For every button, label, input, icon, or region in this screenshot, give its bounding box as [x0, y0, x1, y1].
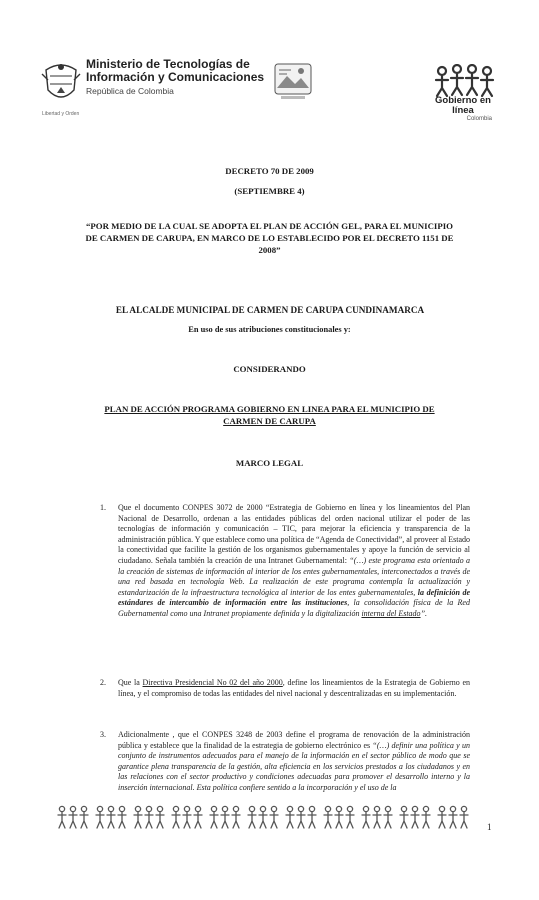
footer-figure-head	[423, 806, 428, 811]
seal-caption: Libertad y Orden	[42, 111, 80, 117]
footer-figure-head	[249, 806, 254, 811]
footer-figure-head	[450, 806, 455, 811]
footer-figure-body	[221, 812, 229, 828]
footer-figure-head	[309, 806, 314, 811]
footer-figure-head	[374, 806, 379, 811]
footer-figure-body	[69, 812, 77, 828]
footer-figure-head	[439, 806, 444, 811]
footer-figure-head	[363, 806, 368, 811]
list-item	[118, 678, 470, 699]
ministry-name	[86, 58, 264, 96]
footer-figure-body	[362, 812, 370, 828]
footer-figure-body	[438, 812, 446, 828]
footer-figure-body	[194, 812, 202, 828]
item-underlined-quote: interna del Estado	[361, 608, 421, 618]
footer-figure-head	[325, 806, 330, 811]
attributions-line: En uso de sus atribuciones constitucionales y:	[188, 325, 351, 334]
footer-figure-head	[70, 806, 75, 811]
ministry-line-2: Información y Comunicaciones	[86, 70, 265, 84]
item-number: 3.	[100, 730, 106, 739]
document-header	[0, 0, 539, 122]
footer-figure-head	[211, 806, 216, 811]
footer-figure-body	[324, 812, 332, 828]
footer-figure-body	[460, 812, 468, 828]
page-number: 1	[487, 822, 492, 832]
municipal-seal-icon	[273, 62, 313, 102]
footer-figure-body	[346, 812, 354, 828]
footer-figure-head	[195, 806, 200, 811]
footer-figure-head	[146, 806, 151, 811]
footer-figure-body	[210, 812, 218, 828]
footer-figure-body	[156, 812, 164, 828]
footer-figure-body	[96, 812, 104, 828]
footer-figure-body	[384, 812, 392, 828]
gobierno-en-linea-logo	[428, 96, 498, 122]
footer-figure-head	[298, 806, 303, 811]
footer-figure-head	[347, 806, 352, 811]
footer-figure-head	[157, 806, 162, 811]
footer-figure-body	[232, 812, 240, 828]
footer-figure-body	[259, 812, 267, 828]
footer-figure-head	[97, 806, 102, 811]
ministry-line-1: Ministerio de Tecnologías de	[86, 57, 250, 71]
footer-figure-body	[248, 812, 256, 828]
footer-figure-body	[422, 812, 430, 828]
item-text: Que la	[118, 678, 143, 687]
footer-figure-head	[233, 806, 238, 811]
colombia-coat-of-arms-icon	[40, 60, 82, 108]
footer-figure-body	[134, 812, 142, 828]
footer-figure-head	[173, 806, 178, 811]
mayor-heading: EL ALCALDE MUNICIPAL DE CARMEN DE CARUPA CUNDINAMARCA	[115, 305, 425, 315]
gobierno-title: Gobierno en línea	[435, 95, 491, 116]
footer-figure-body	[297, 812, 305, 828]
gobierno-en-linea-people-icon	[432, 64, 496, 98]
footer-figure-head	[81, 806, 86, 811]
footer-figure-body	[270, 812, 278, 828]
footer-figure-body	[107, 812, 115, 828]
footer-figure-body	[172, 812, 180, 828]
item-text: , define los lineamientos de la Estrategia de Gobierno en línea, y el compromiso de todas las entidades del nivel nacional y descentralizadas en su implementación.	[118, 678, 470, 698]
decree-number: DECRETO 70 DE 2009	[225, 166, 314, 176]
footer-figure-head	[108, 806, 113, 811]
footer-figure-head	[184, 806, 189, 811]
footer-figure-head	[412, 806, 417, 811]
footer-figure-head	[59, 806, 64, 811]
ministry-line-3: República de Colombia	[86, 86, 174, 96]
gobierno-subtitle: Colombia	[466, 116, 492, 122]
footer-figure-body	[58, 812, 66, 828]
considerando-heading: CONSIDERANDO	[233, 364, 306, 374]
marco-legal-heading: MARCO LEGAL	[235, 458, 304, 468]
footer-figure-head	[119, 806, 124, 811]
footer-figure-body	[373, 812, 381, 828]
decree-date: (SEPTIEMBRE 4)	[234, 186, 305, 196]
item-text: Que el documento CONPES 3072 de 2000 “Estrategia de Gobierno en línea y los lineamientos del Plan Nacional de Desarrollo, ordenan a las entidades públicas del orden nacional utilizar el poder de las tecnologías de información y comunicación – TIC, para mejorar la eficiencia y transparencia de la administración pública. Y que establece como una política de “Agenda de Conectividad”, al proveer al Estado la conectividad que facilite la gestión de los organismos gubernamentales y apoye la función de servicio al ciudadano. Señala también la creación de una Intranet Gubernamental:	[118, 503, 470, 565]
footer-figure-body	[308, 812, 316, 828]
footer-figure-body	[411, 812, 419, 828]
footer-figure-body	[145, 812, 153, 828]
footer-figure-head	[461, 806, 466, 811]
list-item	[118, 503, 470, 620]
item-number: 2.	[100, 678, 106, 687]
item-quote: “(…) definir una política y un conjunto de instrumentos adecuados para el manejo de la información en el sector público de modo que se garantice plena transparencia de la gestión, alta eficiencia en los servicios prestados a los ciudadanos y en las relaciones con el sector productivo y condiciones adecuadas para promover el desarrollo interno y la inserción internacional. Esta política confiere sentido a la incorporación y el uso de la	[118, 740, 470, 792]
footer-people-border-icon	[56, 805, 476, 831]
list-item	[118, 730, 470, 801]
footer-figure-body	[400, 812, 408, 828]
footer-figure-head	[385, 806, 390, 811]
item-underlined-text: Directiva Presidencial No 02 del año 2000	[142, 678, 283, 687]
footer-figure-head	[260, 806, 265, 811]
footer-figure-body	[80, 812, 88, 828]
plan-heading: PLAN DE ACCIÓN PROGRAMA GOBIERNO EN LINEA PARA EL MUNICIPIO DE CARMEN DE CARUPA	[104, 404, 435, 426]
item-number: 1.	[100, 503, 106, 512]
footer-figure-head	[336, 806, 341, 811]
footer-figure-head	[401, 806, 406, 811]
footer-figure-head	[135, 806, 140, 811]
item-quote: , la consolidación física de la Red Gubernamental como una Intranet propiamente definida y la digitalización	[118, 598, 470, 618]
item-bold-quote: la definición de estándares de intercambio de información entre las instituciones	[118, 587, 471, 608]
footer-figure-body	[118, 812, 126, 828]
footer-figure-body	[183, 812, 191, 828]
footer-figure-head	[271, 806, 276, 811]
footer-figure-head	[287, 806, 292, 811]
footer-figure-head	[222, 806, 227, 811]
item-quote-end: ”.	[420, 608, 428, 618]
footer-figure-body	[286, 812, 294, 828]
decree-object: “POR MEDIO DE LA CUAL SE ADOPTA EL PLAN DE ACCIÓN GEL, PARA EL MUNICIPIO DE CARMEN DE CARUPA, EN MARCO DE LO ESTABLECIDO POR EL DECRETO 1151 DE 2008”	[85, 221, 454, 255]
footer-figure-body	[449, 812, 457, 828]
footer-figure-body	[335, 812, 343, 828]
item-text: Adicionalmente , que el CONPES 3248 de 2003 define el programa de renovación de la administración pública y establece que la finalidad de la estrategia de gobierno electrónico es	[118, 730, 470, 750]
item-quote: “(…) este programa esta orientado a la creación de sistemas de información al interior de los entes gubernamentales, interconectados a través de una red basada en tecnología Web. La realización de este programa contempla la actualización y estandarización de la infraestructura tecnológica al interior de los entes gubernamentales,	[118, 555, 471, 597]
